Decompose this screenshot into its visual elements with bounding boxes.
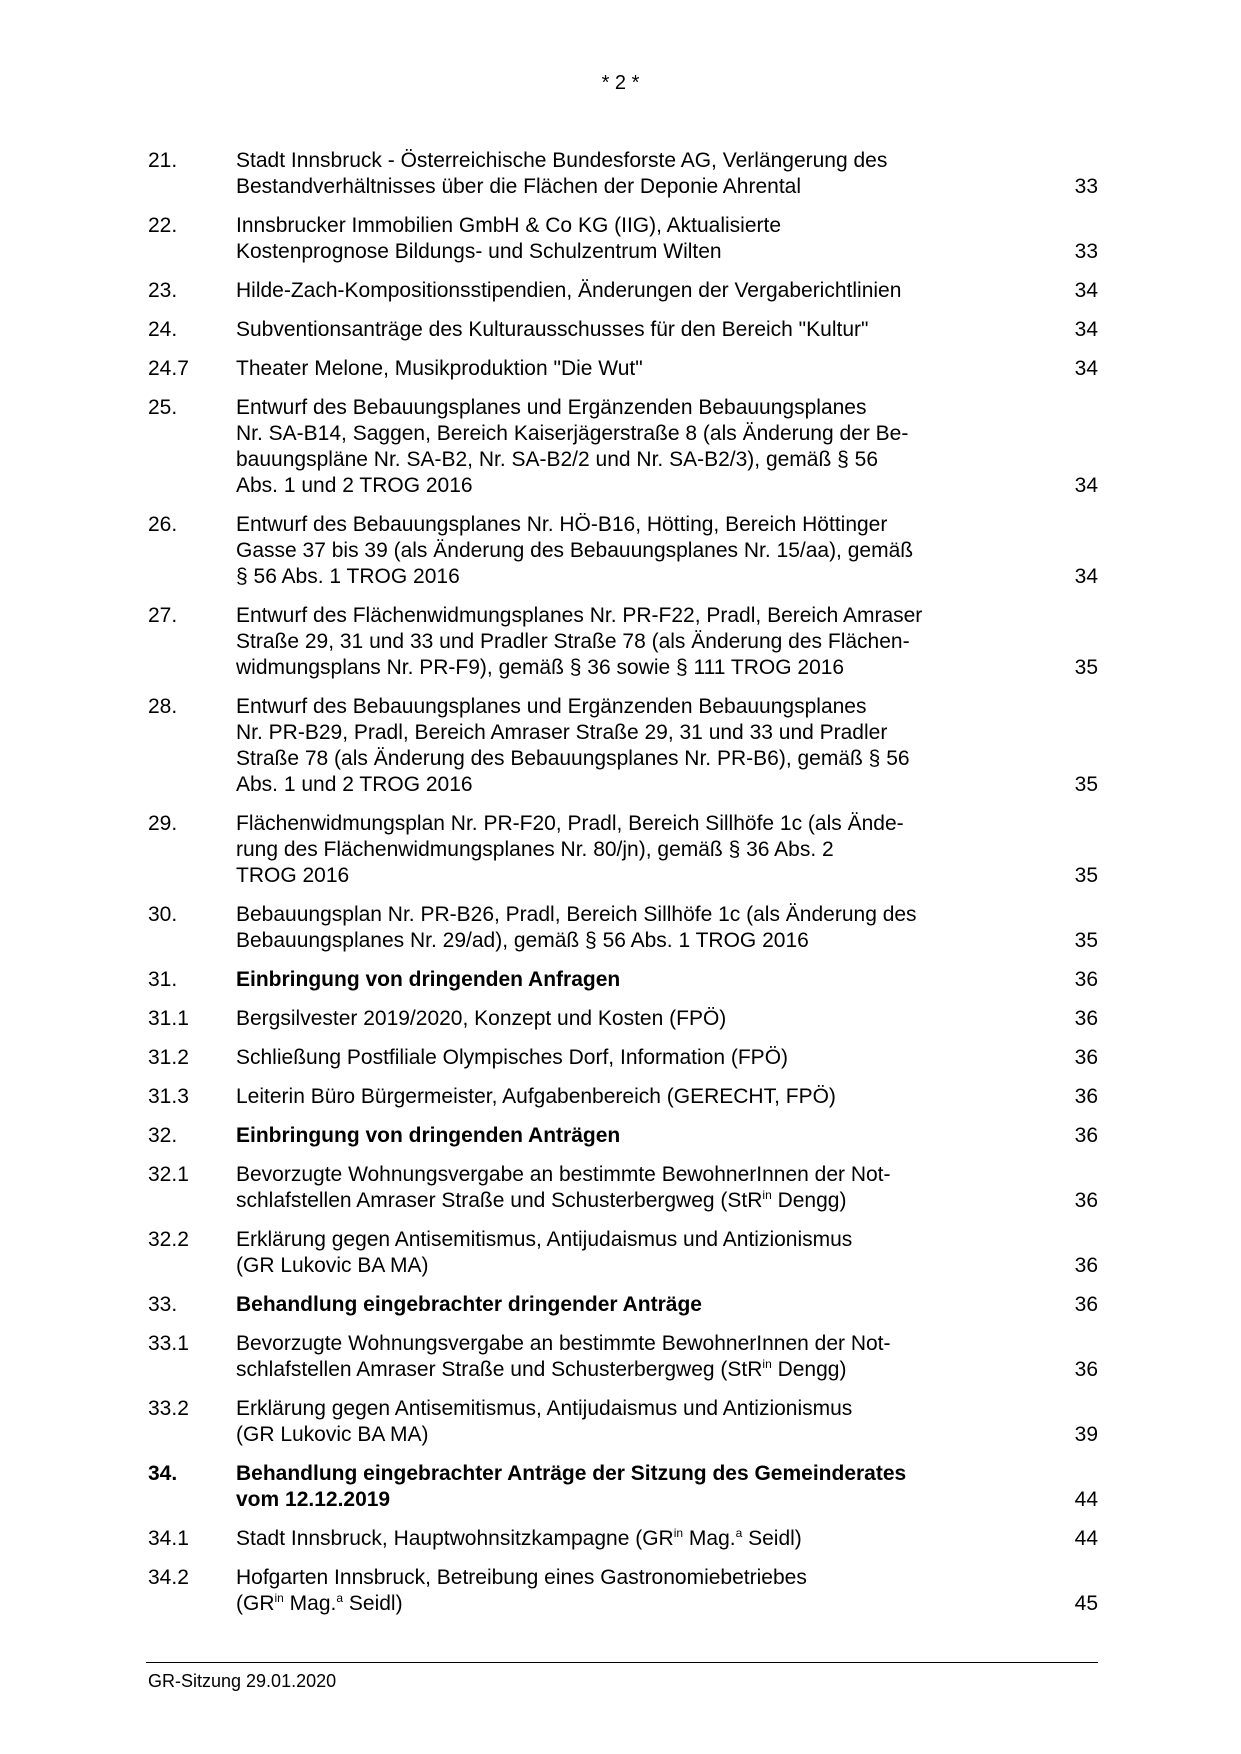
- toc-entry-number: 33.1: [148, 1332, 189, 1355]
- toc-entry-title-line: Behandlung eingebrachter Anträge der Sitzung des Gemeinderates: [236, 1462, 907, 1485]
- toc-entry-title: [236, 1045, 1026, 1071]
- toc-entry-title: [236, 967, 1026, 993]
- toc-entry-page: 36: [1074, 1358, 1098, 1381]
- toc-entry-title: [236, 902, 1026, 954]
- toc-entry-title-line: § 56 Abs. 1 TROG 2016: [236, 565, 460, 588]
- toc-entry-title-line: Hofgarten Innsbruck, Betreibung eines Gastronomiebetriebes: [236, 1566, 807, 1589]
- toc-entry-page: 36: [1074, 968, 1098, 991]
- toc-entry-title-line: Entwurf des Bebauungsplanes Nr. HÖ-B16, Hötting, Bereich Höttinger: [236, 513, 888, 536]
- toc-entry-title-line: TROG 2016: [236, 864, 350, 887]
- toc-entry-page: 36: [1074, 1085, 1098, 1108]
- toc-entry-title: [236, 1396, 1026, 1448]
- toc-entry-title-line: Abs. 1 und 2 TROG 2016: [236, 773, 473, 796]
- footer-divider: [146, 1662, 1098, 1663]
- toc-entry-title-line: widmungsplans Nr. PR-F9), gemäß § 36 sowie § 111 TROG 2016: [236, 656, 845, 679]
- toc-entry-number: 24.: [148, 318, 178, 341]
- toc-entry-title-line: Nr. SA-B14, Saggen, Bereich Kaiserjägerstraße 8 (als Änderung der Be-: [236, 422, 909, 445]
- toc-entry: [148, 603, 1098, 681]
- toc-entry-title-line: Stadt Innsbruck - Österreichische Bundesforste AG, Verlängerung des: [236, 149, 888, 172]
- toc-entry-title: [236, 512, 1026, 590]
- toc-entry-number: 34.1: [148, 1527, 189, 1550]
- toc-entry-title-line: Flächenwidmungsplan Nr. PR-F20, Pradl, Bereich Sillhöfe 1c (als Ände-: [236, 812, 904, 835]
- toc-entry-title-line: Bebauungsplan Nr. PR-B26, Pradl, Bereich Sillhöfe 1c (als Änderung des: [236, 903, 917, 926]
- toc-entry-title-line: Bestandverhältnisses über die Flächen der Deponie Ahrental: [236, 175, 802, 198]
- toc-entry-number: 25.: [148, 396, 178, 419]
- toc-entry-page: 44: [1074, 1488, 1098, 1511]
- toc-entry-page: 36: [1074, 1189, 1098, 1212]
- toc-entry-title-line: Entwurf des Flächenwidmungsplanes Nr. PR-F22, Pradl, Bereich Amraser: [236, 604, 923, 627]
- toc-entry-page: 35: [1074, 864, 1098, 887]
- toc-entry-number: 31.1: [148, 1007, 189, 1030]
- toc-entry-title: [236, 1526, 1026, 1552]
- toc-entry-title-line: Erklärung gegen Antisemitismus, Antijudaismus und Antizionismus: [236, 1397, 853, 1420]
- toc-entry: [148, 1123, 1098, 1149]
- toc-entry: [148, 1331, 1098, 1383]
- toc-entry-title: [236, 1006, 1026, 1032]
- toc-entry-title: [236, 317, 1026, 343]
- page-number: * 2 *: [601, 72, 640, 94]
- toc-entry-title-line: Entwurf des Bebauungsplanes und Ergänzenden Bebauungsplanes: [236, 695, 867, 718]
- toc-entry-page: 34: [1074, 279, 1098, 302]
- toc-entry-title-line: Nr. PR-B29, Pradl, Bereich Amraser Straße 29, 31 und 33 und Pradler: [236, 721, 888, 744]
- toc-entry-title: [236, 1084, 1026, 1110]
- table-of-contents: [148, 148, 1098, 1630]
- toc-entry-title-line: Erklärung gegen Antisemitismus, Antijudaismus und Antizionismus: [236, 1228, 853, 1251]
- toc-entry-title: [236, 356, 1026, 382]
- toc-entry: [148, 512, 1098, 590]
- toc-entry: [148, 1162, 1098, 1214]
- toc-entry-page: 35: [1074, 656, 1098, 679]
- toc-entry-page: 44: [1074, 1527, 1098, 1550]
- toc-entry-title-line: Theater Melone, Musikproduktion "Die Wut": [236, 357, 643, 380]
- toc-entry-title-line: Kostenprognose Bildungs- und Schulzentrum Wilten: [236, 240, 722, 263]
- toc-entry-number: 33.2: [148, 1397, 189, 1420]
- toc-entry-number: 31.2: [148, 1046, 189, 1069]
- toc-entry-title-line: schlafstellen Amraser Straße und Schusterbergweg (StR$^{in}$ Dengg): [236, 1188, 847, 1212]
- toc-entry-title: [236, 1227, 1026, 1279]
- footer-text: GR-Sitzung 29.01.2020: [148, 1671, 337, 1691]
- toc-entry-title-line: Innsbrucker Immobilien GmbH & Co KG (IIG), Aktualisierte: [236, 214, 782, 237]
- toc-entry: [148, 1045, 1098, 1071]
- toc-entry-title: [236, 811, 1026, 889]
- toc-entry-page: 35: [1074, 929, 1098, 952]
- toc-entry-title-line: Hilde-Zach-Kompositionsstipendien, Änderungen der Vergaberichtlinien: [236, 279, 902, 302]
- toc-entry-title-line: ($GR^{in}$ Mag.$^a$ Seidl): [236, 1591, 403, 1615]
- toc-entry-title-line: Straße 78 (als Änderung des Bebauungsplanes Nr. PR-B6), gemäß § 56: [236, 747, 910, 770]
- toc-entry-page: 34: [1074, 318, 1098, 341]
- toc-entry-page: 36: [1074, 1254, 1098, 1277]
- toc-entry-page: 39: [1074, 1423, 1098, 1446]
- toc-entry-number: 31.: [148, 968, 178, 991]
- toc-entry-title-line: Straße 29, 31 und 33 und Pradler Straße 78 (als Änderung des Flächen-: [236, 630, 910, 653]
- toc-entry: [148, 317, 1098, 343]
- toc-entry-page: 34: [1074, 357, 1098, 380]
- toc-entry-title-line: (GR Lukovic BA MA): [236, 1254, 429, 1277]
- toc-entry-title: [236, 1461, 1026, 1513]
- toc-entry: [148, 356, 1098, 382]
- toc-entry: [148, 1292, 1098, 1318]
- toc-entry-title-line: Bevorzugte Wohnungsvergabe an bestimmte BewohnerInnen der Not-: [236, 1163, 891, 1186]
- toc-entry: [148, 395, 1098, 499]
- toc-entry-title-line: Bebauungsplanes Nr. 29/ad), gemäß § 56 Abs. 1 TROG 2016: [236, 929, 809, 952]
- toc-entry-title-line: Einbringung von dringenden Anfragen: [236, 968, 621, 991]
- toc-entry-page: 34: [1074, 474, 1098, 497]
- toc-entry: [148, 1084, 1098, 1110]
- toc-entry-number: 32.2: [148, 1228, 189, 1251]
- toc-entry-title-line: (GR Lukovic BA MA): [236, 1423, 429, 1446]
- toc-entry: [148, 1526, 1098, 1552]
- toc-entry: [148, 1461, 1098, 1513]
- toc-entry: [148, 148, 1098, 200]
- toc-entry-title: [236, 213, 1026, 265]
- toc-entry-number: 23.: [148, 279, 178, 302]
- toc-entry-title-line: Gasse 37 bis 39 (als Änderung des Bebauungsplanes Nr. 15/aa), gemäß: [236, 539, 914, 562]
- toc-entry-number: 21.: [148, 149, 178, 172]
- toc-entry-number: 34.2: [148, 1566, 189, 1589]
- toc-entry-title-line: Einbringung von dringenden Anträgen: [236, 1124, 621, 1147]
- toc-entry-title: [236, 395, 1026, 499]
- toc-entry-number: 32.1: [148, 1163, 189, 1186]
- toc-entry-title: [236, 1123, 1026, 1149]
- toc-entry-title-line: Schließung Postfiliale Olympisches Dorf, Information (FPÖ): [236, 1046, 789, 1069]
- toc-entry-title-line: Leiterin Büro Bürgermeister, Aufgabenbereich (GERECHT, FPÖ): [236, 1085, 836, 1108]
- toc-entry-title-line: schlafstellen Amraser Straße und Schusterbergweg (StR$^{in}$ Dengg): [236, 1357, 847, 1381]
- toc-entry: [148, 902, 1098, 954]
- toc-entry-title-line: bauungspläne Nr. SA-B2, Nr. SA-B2/2 und Nr. SA-B2/3), gemäß § 56: [236, 448, 879, 471]
- toc-entry-title: [236, 694, 1026, 798]
- toc-entry-title: [236, 1162, 1026, 1214]
- toc-entry: [148, 967, 1098, 993]
- toc-entry-title-line: Bergsilvester 2019/2020, Konzept und Kosten (FPÖ): [236, 1007, 727, 1030]
- toc-entry-title-line: Stadt Innsbruck, Hauptwohnsitzkampagne ($GR^{in}$ Mag.$^a$ Seidl): [236, 1526, 802, 1550]
- toc-entry-title-line: rung des Flächenwidmungsplanes Nr. 80/jn), gemäß § 36 Abs. 2: [236, 838, 834, 861]
- toc-entry-title: [236, 278, 1026, 304]
- toc-entry-page: 35: [1074, 773, 1098, 796]
- toc-entry-title-line: vom 12.12.2019: [236, 1488, 391, 1511]
- toc-entry: [148, 213, 1098, 265]
- toc-entry-number: 33.: [148, 1293, 178, 1316]
- toc-entry: [148, 1227, 1098, 1279]
- toc-entry: [148, 278, 1098, 304]
- toc-entry-number: 24.7: [148, 357, 189, 380]
- toc-entry: [148, 1006, 1098, 1032]
- toc-entry-number: 31.3: [148, 1085, 189, 1108]
- toc-entry-number: 32.: [148, 1124, 178, 1147]
- toc-entry: [148, 811, 1098, 889]
- toc-entry-title-line: Abs. 1 und 2 TROG 2016: [236, 474, 473, 497]
- toc-entry-title-line: Subventionsanträge des Kulturausschusses für den Bereich "Kultur": [236, 318, 869, 341]
- toc-entry-title: [236, 1292, 1026, 1318]
- toc-entry-page: 34: [1074, 565, 1098, 588]
- toc-entry-number: 34.: [148, 1462, 178, 1485]
- toc-entry-page: 36: [1074, 1293, 1098, 1316]
- toc-entry: [148, 694, 1098, 798]
- toc-entry-title-line: Bevorzugte Wohnungsvergabe an bestimmte BewohnerInnen der Not-: [236, 1332, 891, 1355]
- toc-entry-number: 28.: [148, 695, 178, 718]
- toc-entry-title: [236, 603, 1026, 681]
- toc-entry-page: 33: [1074, 175, 1098, 198]
- toc-entry-number: 26.: [148, 513, 178, 536]
- toc-entry-page: 36: [1074, 1007, 1098, 1030]
- toc-entry-number: 29.: [148, 812, 178, 835]
- toc-entry-page: 36: [1074, 1046, 1098, 1069]
- toc-entry-page: 45: [1074, 1592, 1098, 1615]
- toc-entry-number: 22.: [148, 214, 178, 237]
- toc-entry-title-line: Behandlung eingebrachter dringender Anträge: [236, 1293, 702, 1316]
- toc-entry-page: 36: [1074, 1124, 1098, 1147]
- toc-entry-title: [236, 148, 1026, 200]
- toc-entry-title: [236, 1565, 1026, 1617]
- toc-entry: [148, 1565, 1098, 1617]
- toc-entry-title: [236, 1331, 1026, 1383]
- toc-entry-page: 33: [1074, 240, 1098, 263]
- toc-entry-number: 27.: [148, 604, 178, 627]
- toc-entry: [148, 1396, 1098, 1448]
- toc-entry-title-line: Entwurf des Bebauungsplanes und Ergänzenden Bebauungsplanes: [236, 396, 867, 419]
- toc-entry-number: 30.: [148, 903, 178, 926]
